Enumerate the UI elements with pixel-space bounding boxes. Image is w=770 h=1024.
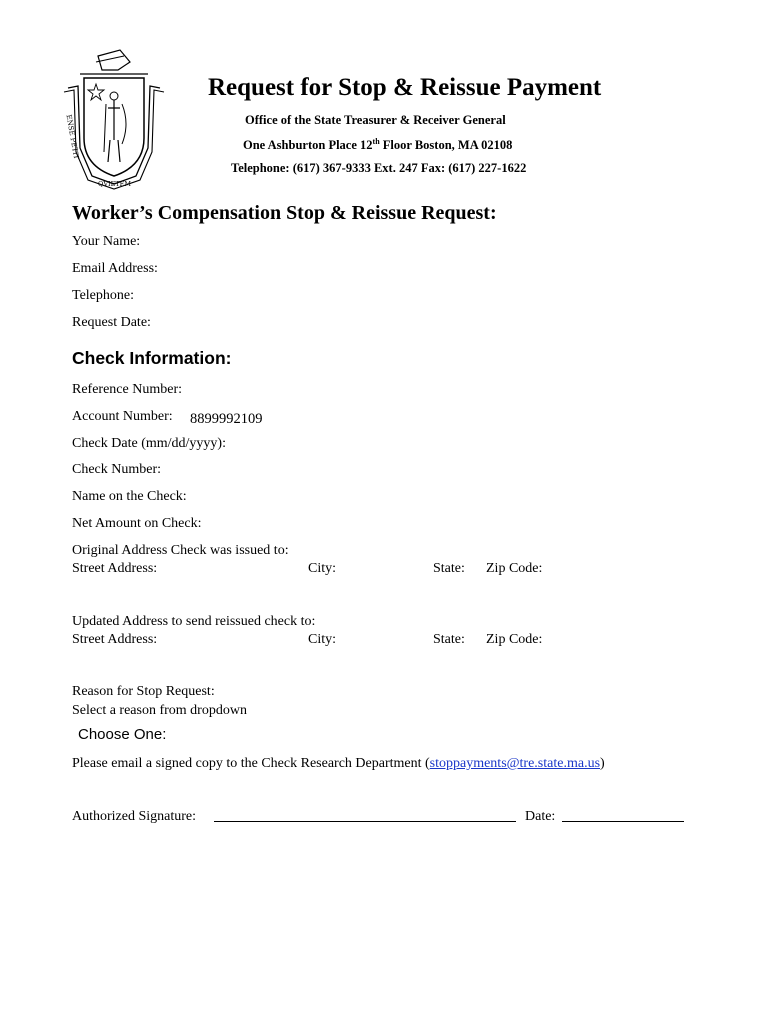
svg-text:QVIETEM: QVIETEM xyxy=(98,180,132,188)
check-section-heading: Check Information: xyxy=(72,348,232,368)
your-name-field[interactable]: Your Name: xyxy=(72,234,141,249)
telephone-field[interactable]: Telephone: xyxy=(72,288,134,303)
request-date-field[interactable]: Request Date: xyxy=(72,315,151,330)
date-line[interactable] xyxy=(562,821,684,822)
original-city-field[interactable]: City: xyxy=(308,561,337,576)
request-section-heading: Worker’s Compensation Stop & Reissue Request: xyxy=(72,202,497,224)
email-link[interactable]: stoppayments@tre.state.ma.us xyxy=(429,756,601,771)
reference-number-field[interactable]: Reference Number: xyxy=(72,382,182,397)
office-contact: Telephone: (617) 367-9333 Ext. 247 Fax: (617) 227-1622 xyxy=(231,161,527,175)
updated-city-field[interactable]: City: xyxy=(308,632,337,647)
original-street-field[interactable]: Street Address: xyxy=(72,561,158,576)
email-field[interactable]: Email Address: xyxy=(72,261,158,276)
office-address-rest: Floor Boston, MA 02108 xyxy=(379,138,513,153)
original-address-heading: Original Address Check was issued to: xyxy=(72,543,289,558)
check-date-field[interactable]: Check Date (mm/dd/yyyy): xyxy=(72,436,226,451)
page-title: Request for Stop & Reissue Payment xyxy=(208,74,602,101)
email-instruction-text: Please email a signed copy to the Check Research Department ( xyxy=(72,756,430,771)
updated-state-field[interactable]: State: xyxy=(433,632,465,647)
original-state-field[interactable]: State: xyxy=(433,561,465,576)
updated-street-field[interactable]: Street Address: xyxy=(72,632,158,647)
office-address-main: One Ashburton Place 12 xyxy=(243,138,373,153)
reason-dropdown[interactable]: Choose One: xyxy=(78,726,167,743)
signature-label: Authorized Signature: xyxy=(72,809,197,824)
reason-label: Reason for Stop Request: xyxy=(72,684,215,699)
signature-line[interactable] xyxy=(214,821,516,822)
updated-zip-field[interactable]: Zip Code: xyxy=(486,632,543,647)
net-amount-field[interactable]: Net Amount on Check: xyxy=(72,516,202,531)
name-on-check-field[interactable]: Name on the Check: xyxy=(72,489,187,504)
account-number-input[interactable]: 8899992109 xyxy=(190,411,263,427)
date-label: Date: xyxy=(525,809,556,824)
check-number-field[interactable]: Check Number: xyxy=(72,462,162,477)
office-address-ordinal: th xyxy=(372,137,380,146)
original-zip-field[interactable]: Zip Code: xyxy=(486,561,543,576)
office-name: Office of the State Treasurer & Receiver General xyxy=(245,113,506,127)
account-number-label: Account Number: xyxy=(72,409,173,424)
email-instruction xyxy=(72,756,605,772)
svg-text:ENSE PETIT: ENSE PETIT xyxy=(64,114,81,161)
email-instruction-close: ) xyxy=(600,756,605,771)
updated-address-heading: Updated Address to send reissued check to: xyxy=(72,614,316,629)
office-address xyxy=(243,137,512,153)
massachusetts-seal-icon xyxy=(58,48,170,190)
reason-hint: Select a reason from dropdown xyxy=(72,703,247,718)
